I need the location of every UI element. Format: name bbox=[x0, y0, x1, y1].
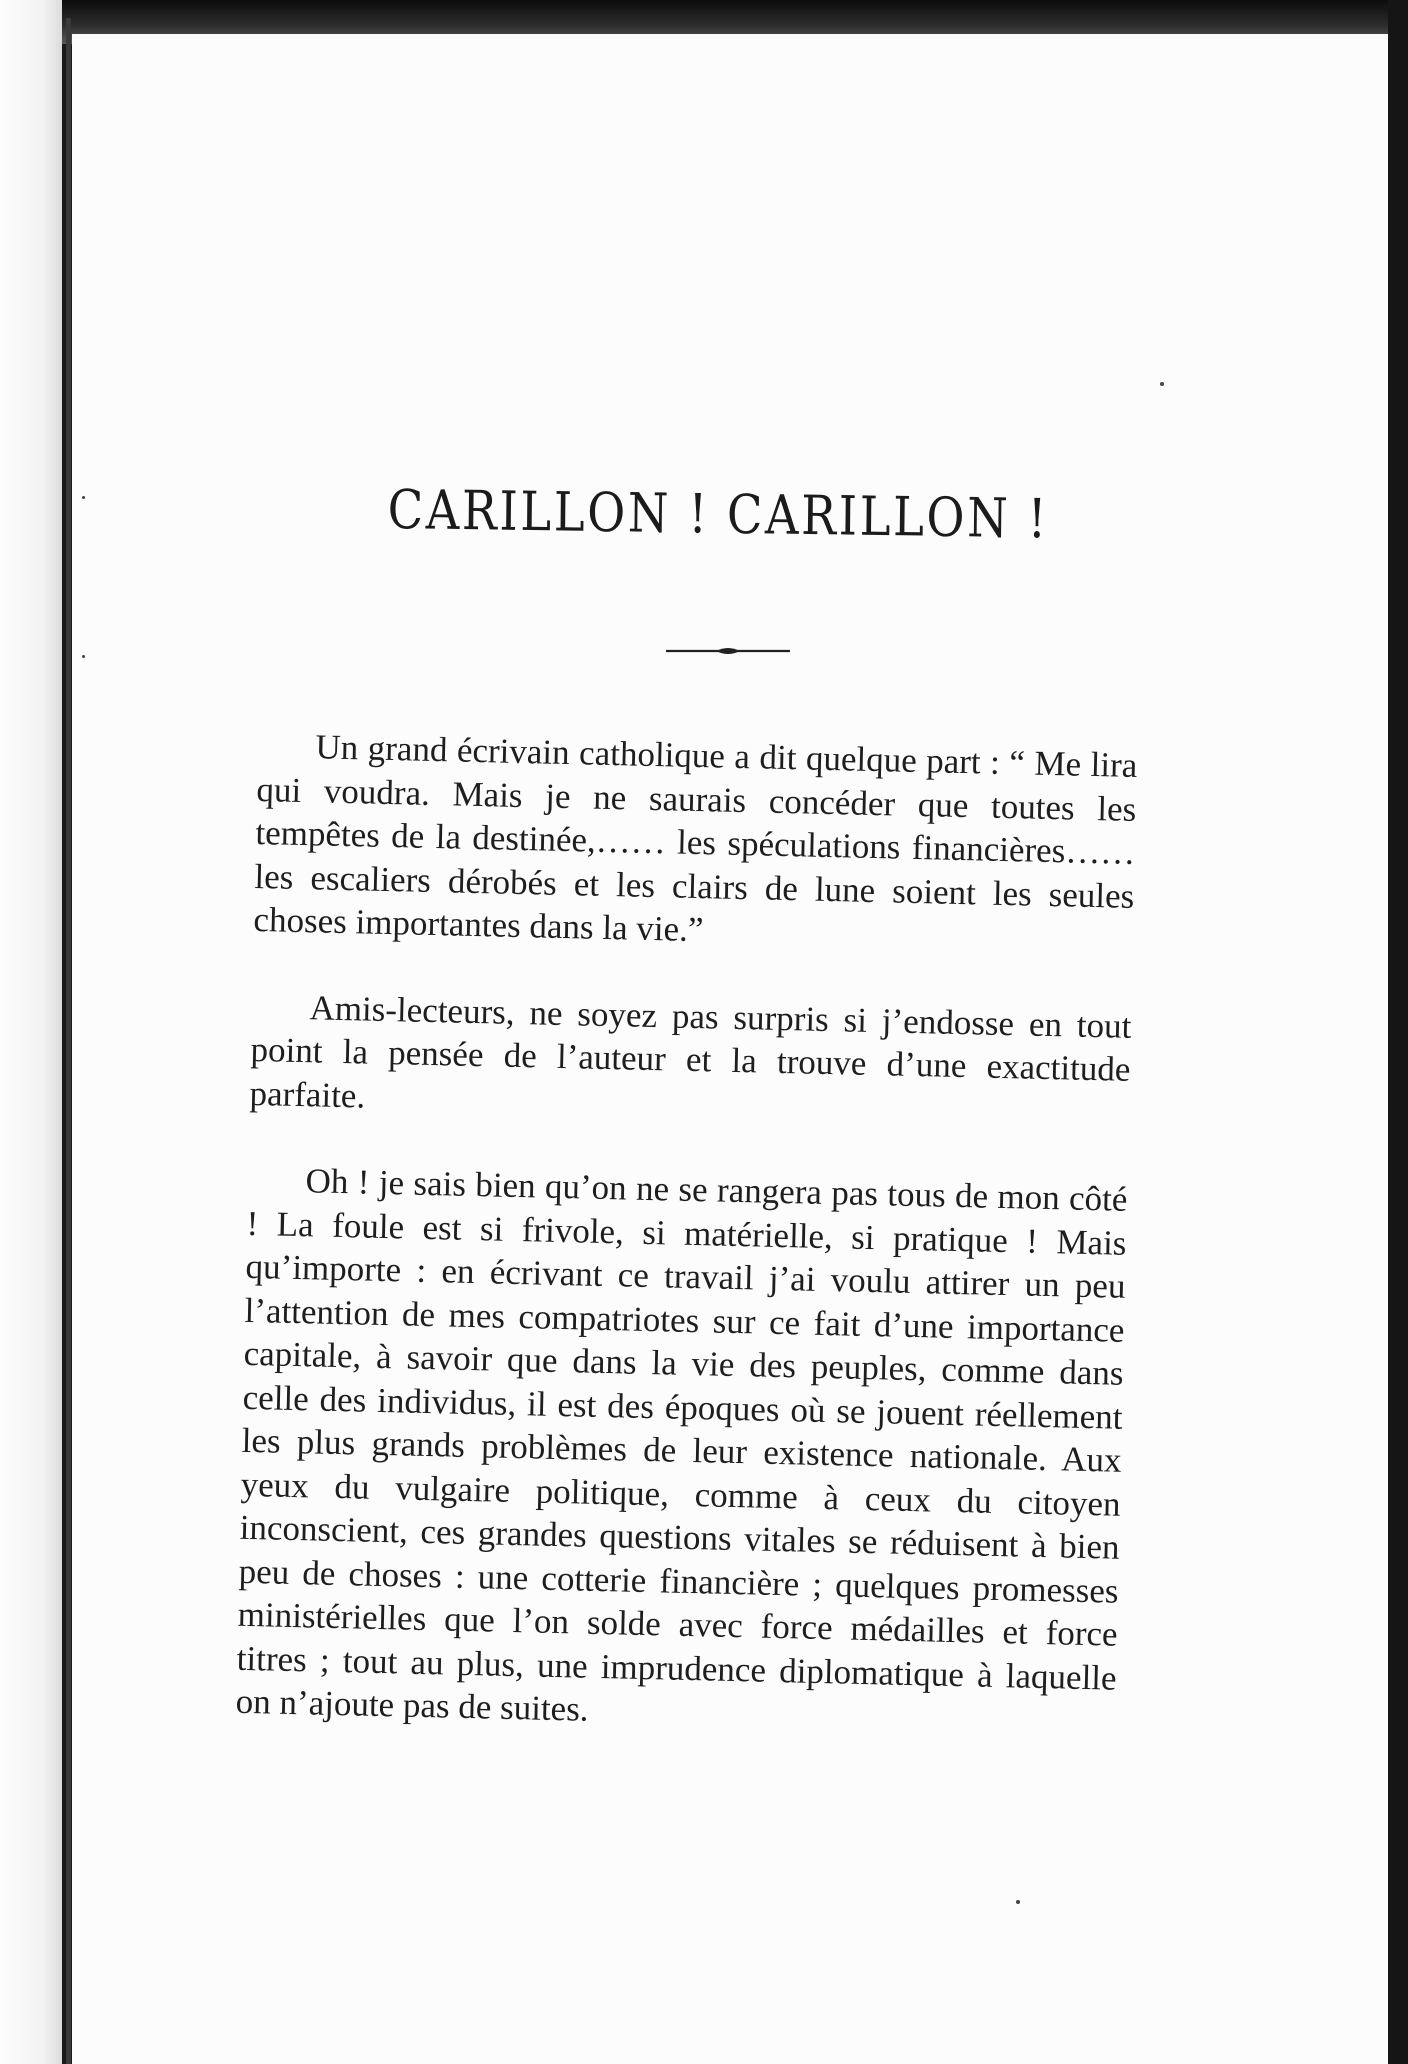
dust-speck bbox=[82, 496, 85, 499]
page-title: CARILLON ! CARILLON ! bbox=[387, 478, 1050, 551]
binding-gutter-line bbox=[66, 18, 71, 2064]
scan-right-border bbox=[1388, 0, 1408, 2064]
paragraph-quote: Un grand écrivain catholique a dit quelque part : “ Me lira qui voudra. Mais je ne saurais concéder que toutes les tempêtes de la destinée,…… les spéculations financières…… les escaliers dérobés et les clairs de lune soient les seules choses importantes dans la vie.” bbox=[253, 727, 1138, 950]
dust-speck bbox=[1160, 382, 1164, 386]
dust-speck bbox=[82, 655, 85, 658]
title-ornament bbox=[666, 645, 790, 657]
paragraph-readers: Amis-lecteurs, ne soyez pas surpris si j’endosse en tout point la pensée de l’auteur et la trouve d’une exactitude parfaite. bbox=[249, 987, 1132, 1116]
body-text bbox=[234, 724, 1137, 1786]
dust-speck bbox=[1016, 1900, 1020, 1904]
facing-page-edge bbox=[0, 0, 62, 2064]
paragraph-main: Oh ! je sais bien qu’on ne se rangera pas tous de mon côté ! La foule est si frivole, si matérielle, si pratique ! Mais qu’importe : en écrivant ce travail j’ai voulu attirer un peu l’attention de mes compatriotes sur ce fait d’une importance capitale, à savoir que dans la vie des peuples, comme dans celle des individus, il est des époques où se jouent réellement les plus grands problèmes de leur existence nationale. Aux yeux du vulgaire politique, comme à ceux du citoyen inconscient, ces grandes questions vitales se réduisent à bien peu de choses : une cotterie financière ; quelques promesses ministérielles que l’on solde avec force médailles et force titres ; tout au plus, une imprudence diplomatique à laquelle on n’ajoute pas de suites. bbox=[235, 1161, 1128, 1729]
